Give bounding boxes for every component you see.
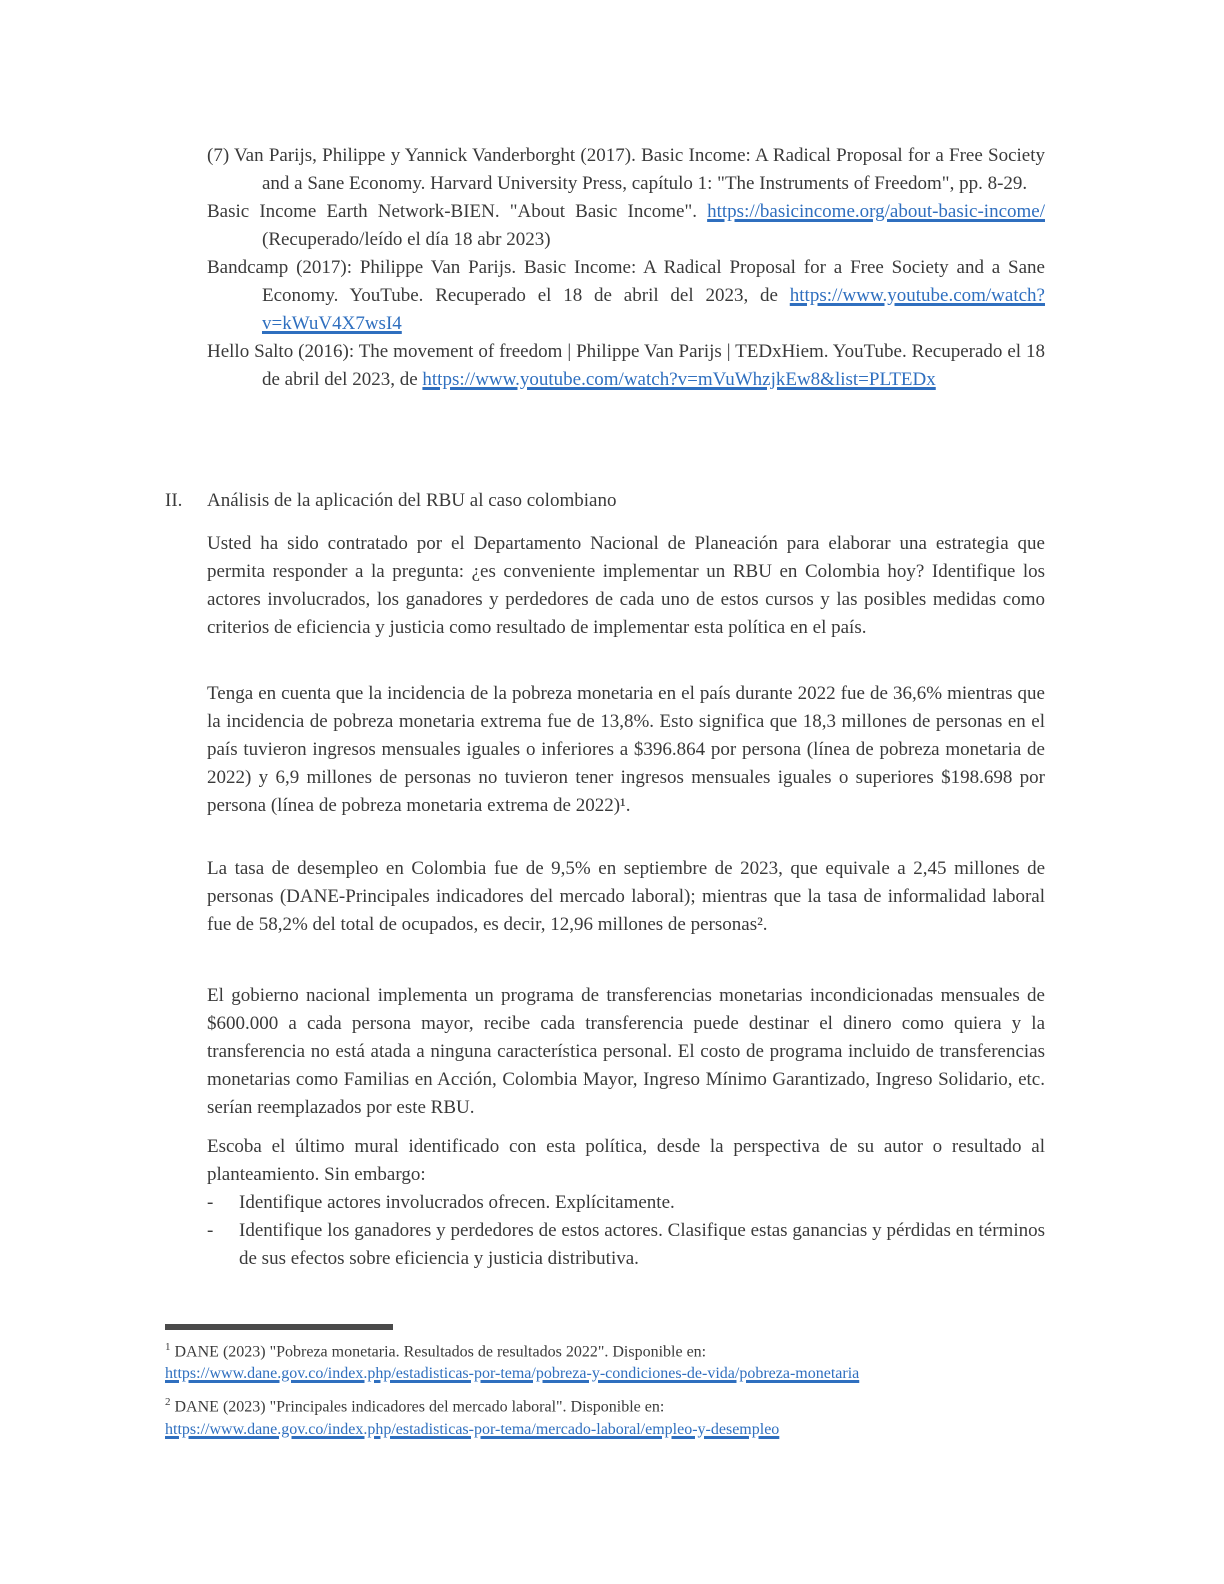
paragraph-text: La tasa de desempleo en Colombia fue de 9,5% en septiembre de 2023, que equivale a 2,45 millones de personas (DANE-Principales indicadores del mercado laboral); mientras que la tasa de informalidad laboral fue de 58,2% del total de ocupados, es decir, 12,96 millones de personas². (207, 858, 1045, 935)
footnote-number: 2 (165, 1396, 171, 1409)
footnote-link[interactable]: https://www.dane.gov.co/index.php/estadisticas-por-tema/pobreza-y-condiciones-de-vida/pobreza-monetaria (165, 1365, 860, 1383)
reference-link[interactable]: https://www.youtube.com/watch?v=mVuWhzjkEw8&list=PLTEDx (422, 369, 936, 390)
reference-item (207, 254, 1045, 338)
bullet-dash-icon: - (207, 1220, 214, 1241)
reference-text: Bandcamp (2017): Philippe Van Parijs. Basic Income: A Radical Proposal for a Free Society and a Sane Economy. YouTube. Recuperado el 18 de abril del 2023, de (207, 257, 1045, 306)
list-item (207, 1217, 1045, 1273)
bullet-dash-icon: - (207, 1192, 214, 1213)
footnote (165, 1336, 1045, 1385)
body-paragraph (207, 982, 1045, 1122)
reference-list (207, 142, 1045, 394)
paragraph-text: El gobierno nacional implementa un programa de transferencias monetarias incondicionadas mensuales de $600.000 a cada persona mayor, recibe cada transferencia puede destinar el dinero como quiera y la transferencia no está atada a ninguna característica personal. El costo de programa incluido de transferencias monetarias como Familias en Acción, Colombia Mayor, Ingreso Mínimo Garantizado, Ingreso Solidario, etc. serían reemplazados por este RBU. (207, 985, 1045, 1118)
footnote (165, 1391, 1045, 1440)
reference-link[interactable]: https://basicincome.org/about-basic-income/ (707, 201, 1045, 222)
reference-item (207, 142, 1045, 198)
paragraph-text: Usted ha sido contratado por el Departamento Nacional de Planeación para elaborar una estrategia que permita responder a la pregunta: ¿es conveniente implementar un RBU en Colombia hoy? Identifique los actores involucrados, los ganadores y perdedores de cada uno de estos cursos y las posibles medidas como criterios de eficiencia y justicia como resultado de implementar esta política en el país. (207, 533, 1045, 638)
section-number: II. (165, 490, 183, 511)
paragraph-text: Escoba el último mural identificado con esta política, desde la perspectiva de su autor o resultado al planteamiento. Sin embargo: (207, 1136, 1045, 1185)
body-paragraph (207, 1133, 1045, 1273)
footnote-text: DANE (2023) "Pobreza monetaria. Resultados de resultados 2022". Disponible en: (174, 1343, 707, 1361)
reference-text: (7) Van Parijs, Philippe y Yannick Vanderborght (2017). Basic Income: A Radical Proposal for a Free Society and a Sane Economy. Harvard University Press, capítulo 1: "The Instruments of Freedom", pp. 8-29. (207, 145, 1045, 194)
reference-text: Hello Salto (2016): The movement of freedom | Philippe Van Parijs | TEDxHiem. YouTube. Recuperado el 18 de abril del 2023, de (207, 341, 1045, 390)
footnote-text: DANE (2023) "Principales indicadores del mercado laboral". Disponible en: (174, 1398, 665, 1416)
reference-item (207, 338, 1045, 394)
footnote-link[interactable]: https://www.dane.gov.co/index.php/estadisticas-por-tema/mercado-laboral/empleo-y-desempleo (165, 1420, 780, 1438)
list-item-text: Identifique actores involucrados ofrecen. Explícitamente. (239, 1192, 675, 1213)
reference-note: (Recuperado/leído el día 18 abr 2023) (262, 229, 551, 250)
body-paragraph (207, 680, 1045, 820)
reference-text: Basic Income Earth Network-BIEN. "About Basic Income". (207, 201, 708, 222)
footnotes (165, 1336, 1045, 1447)
list-item (207, 1189, 1045, 1217)
footnote-number: 1 (165, 1341, 171, 1353)
reference-link[interactable]: https://www.youtube.com/watch?v=kWuV4X7wsI4 (262, 285, 1045, 334)
paragraph-text: Tenga en cuenta que la incidencia de la pobreza monetaria en el país durante 2022 fue de 36,6% mientras que la incidencia de pobreza monetaria extrema fue de 13,8%. Esto significa que 18,3 millones de personas en el país tuvieron ingresos mensuales iguales o inferiores a $396.864 por persona (línea de pobreza monetaria de 2022) y 6,9 millones de personas no tuvieron tener ingresos mensuales iguales o superiores $198.698 por persona (línea de pobreza monetaria extrema de 2022)¹. (207, 683, 1045, 816)
body-paragraph (207, 855, 1045, 939)
list-item-text: Identifique los ganadores y perdedores de estos actores. Clasifique estas ganancias y pérdidas en términos de sus efectos sobre eficiencia y justicia distributiva. (239, 1220, 1045, 1269)
section-title: Análisis de la aplicación del RBU al caso colombiano (207, 490, 617, 511)
reference-item (207, 198, 1045, 254)
body-paragraph (207, 530, 1045, 642)
section-heading (165, 487, 1045, 515)
footnote-separator (165, 1324, 393, 1330)
bullet-list (207, 1189, 1045, 1273)
